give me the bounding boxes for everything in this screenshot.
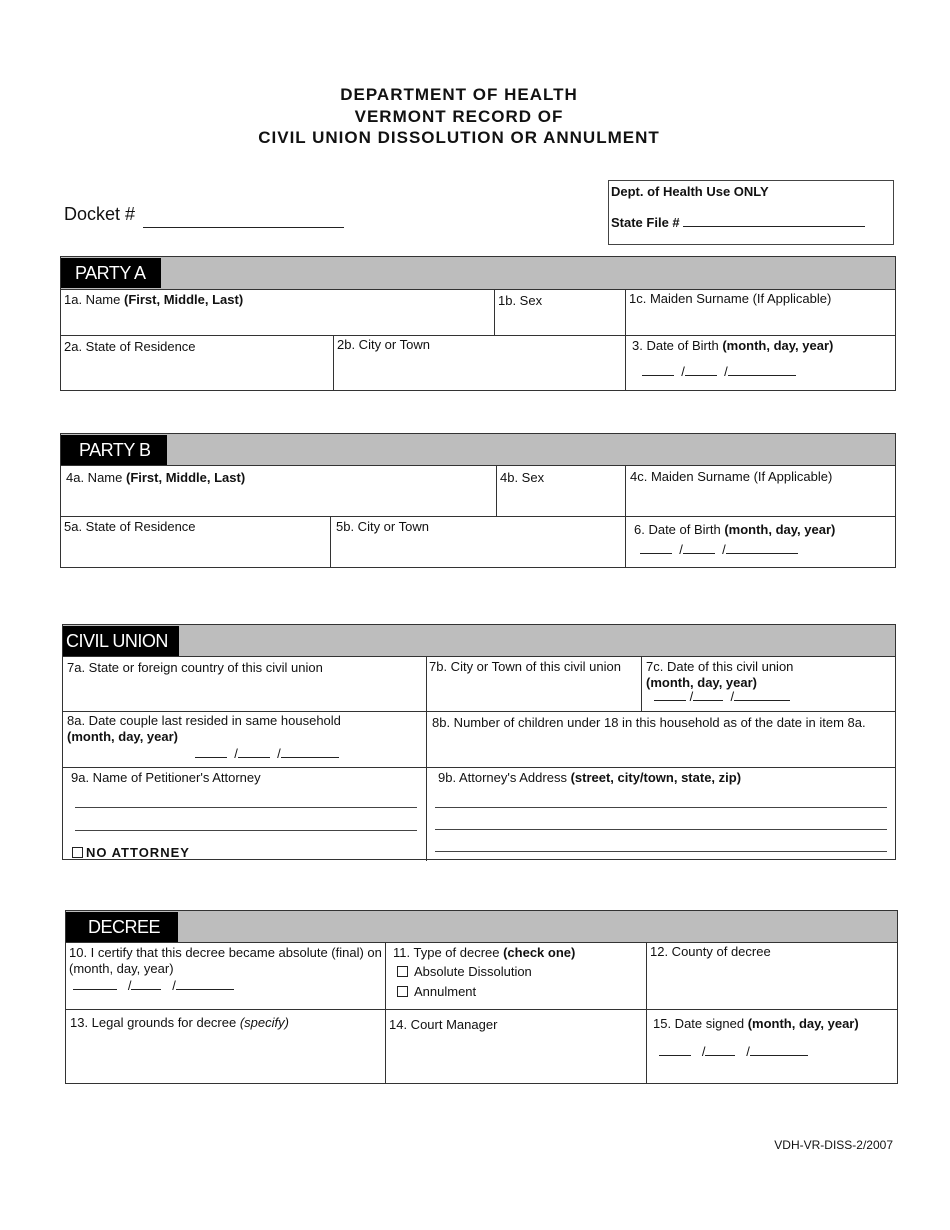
decree-type-label-bold: (check one) xyxy=(503,945,576,960)
decree-type-label: 11. Type of decree xyxy=(393,945,504,960)
attorney-address-label: 9b. Attorney's Address xyxy=(438,770,571,785)
title-line-2: VERMONT RECORD OF xyxy=(354,106,564,126)
party-b-name-label: 4a. Name xyxy=(66,470,126,485)
dept-use-title: Dept. of Health Use ONLY xyxy=(611,184,769,199)
party-b-section xyxy=(60,433,896,568)
decree-type-field xyxy=(390,943,646,1009)
party-b-state-label: 5a. State of Residence xyxy=(64,519,196,534)
docket-field[interactable] xyxy=(143,227,344,228)
decree-final-date-field[interactable] xyxy=(66,943,385,1009)
union-city-field[interactable] xyxy=(426,657,641,711)
civil-union-section xyxy=(62,624,896,860)
union-state-label: 7a. State or foreign country of this civil union xyxy=(67,660,323,675)
union-date-blanks: / / xyxy=(654,689,894,705)
party-b-dob-label: 6. Date of Birth xyxy=(634,522,725,537)
legal-grounds-field[interactable] xyxy=(67,1013,385,1085)
form-title xyxy=(0,84,918,149)
decree-header-bar xyxy=(66,911,897,942)
attorney-name-label: 9a. Name of Petitioner's Attorney xyxy=(71,770,261,785)
party-b-header-bar xyxy=(61,434,895,465)
party-a-heading: PARTY A xyxy=(61,258,161,288)
title-line-1: DEPARTMENT OF HEALTH xyxy=(340,85,578,104)
party-b-city-field[interactable] xyxy=(333,517,625,568)
legal-grounds-label-italic: (specify) xyxy=(239,1015,289,1030)
docket-label: Docket # xyxy=(64,204,136,224)
party-a-name-label-bold: (First, Middle, Last) xyxy=(123,292,244,307)
attorney-address-line-3 xyxy=(435,851,887,852)
annulment-label: Annulment xyxy=(414,984,477,999)
form-id: VDH-VR-DISS-2/2007 xyxy=(774,1138,893,1152)
date-signed-label: 15. Date signed xyxy=(653,1016,748,1031)
children-count-field[interactable] xyxy=(429,713,897,767)
children-count-label: 8b. Number of children under 18 in this household as of the date in item 8a. xyxy=(432,715,866,730)
last-resided-label-bold: (month, day, year) xyxy=(67,729,179,744)
date-signed-label-bold: (month, day, year) xyxy=(747,1016,859,1031)
union-state-field[interactable] xyxy=(64,658,426,711)
party-b-dob-blanks: / / xyxy=(640,542,893,558)
party-a-state-label: 2a. State of Residence xyxy=(64,339,196,354)
party-a-dob-label: 3. Date of Birth xyxy=(632,338,723,353)
decree-section xyxy=(65,910,898,1084)
legal-grounds-label: 13. Legal grounds for decree xyxy=(70,1015,240,1030)
last-resided-blanks: / / xyxy=(195,746,423,762)
decree-final-date-blanks: / / xyxy=(73,978,382,994)
union-date-label-bold: (month, day, year) xyxy=(646,675,758,690)
party-a-sex-field[interactable] xyxy=(495,291,625,335)
county-of-decree-field[interactable] xyxy=(647,942,899,1009)
party-a-dob-blanks: / / xyxy=(642,364,893,380)
party-a-dob-field[interactable] xyxy=(629,336,896,391)
party-b-dob-field[interactable] xyxy=(631,520,896,568)
party-a-sex-label: 1b. Sex xyxy=(498,293,543,308)
decree-final-date-label: 10. I certify that this decree became absolute (final) on (month, day, year) xyxy=(69,945,382,976)
party-b-heading: PARTY B xyxy=(61,435,167,465)
attorney-address-line-1 xyxy=(435,807,887,808)
union-city-label: 7b. City or Town of this civil union xyxy=(429,659,621,674)
party-b-name-field[interactable] xyxy=(63,468,496,516)
party-a-maiden-label: 1c. Maiden Surname (If Applicable) xyxy=(629,291,832,306)
party-a-state-field[interactable] xyxy=(61,337,333,391)
last-resided-label: 8a. Date couple last resided in same household xyxy=(67,713,341,728)
party-b-name-label-bold: (First, Middle, Last) xyxy=(125,470,246,485)
county-of-decree-label: 12. County of decree xyxy=(650,944,771,959)
court-manager-field[interactable] xyxy=(386,1015,646,1085)
party-a-header-bar xyxy=(61,257,895,289)
union-date-field[interactable] xyxy=(643,657,897,711)
absolute-dissolution-label: Absolute Dissolution xyxy=(414,964,532,979)
party-b-dob-label-bold: (month, day, year) xyxy=(724,522,836,537)
attorney-address-line-2 xyxy=(435,829,887,830)
party-b-sex-label: 4b. Sex xyxy=(500,470,545,485)
decree-heading: DECREE xyxy=(66,912,178,943)
party-a-city-field[interactable] xyxy=(334,335,625,391)
party-a-dob-label-bold: (month, day, year) xyxy=(722,338,834,353)
state-file-field[interactable] xyxy=(683,215,865,227)
attorney-address-field[interactable] xyxy=(435,768,897,798)
no-attorney-checkbox[interactable] xyxy=(72,847,83,858)
absolute-dissolution-checkbox[interactable] xyxy=(397,966,408,977)
attorney-address-label-bold: (street, city/town, state, zip) xyxy=(570,770,742,785)
party-b-city-label: 5b. City or Town xyxy=(336,519,429,534)
party-a-maiden-field[interactable] xyxy=(626,289,896,335)
party-a-name-label: 1a. Name xyxy=(64,292,124,307)
last-resided-field[interactable] xyxy=(64,711,426,767)
civil-union-header-bar xyxy=(63,625,895,656)
party-b-maiden-field[interactable] xyxy=(627,467,896,516)
party-b-state-field[interactable] xyxy=(61,517,330,568)
state-file-label: State File # xyxy=(611,215,680,230)
annulment-option[interactable] xyxy=(397,984,643,1000)
party-a-city-label: 2b. City or Town xyxy=(337,337,430,352)
title-line-3: CIVIL UNION DISSOLUTION OR ANNULMENT xyxy=(258,128,660,147)
court-manager-label: 14. Court Manager xyxy=(389,1017,498,1032)
absolute-dissolution-option[interactable] xyxy=(397,964,643,980)
attorney-name-line-2 xyxy=(75,830,417,831)
civil-union-heading: CIVIL UNION xyxy=(63,626,179,656)
no-attorney-label: NO ATTORNEY xyxy=(86,845,190,860)
dept-use-box xyxy=(608,180,894,245)
date-signed-blanks: / / xyxy=(659,1044,896,1060)
annulment-checkbox[interactable] xyxy=(397,986,408,997)
attorney-name-line-1 xyxy=(75,807,417,808)
party-a-section xyxy=(60,256,896,391)
party-b-maiden-label: 4c. Maiden Surname (If Applicable) xyxy=(630,469,833,484)
state-file-row xyxy=(611,215,865,230)
no-attorney-option[interactable] xyxy=(69,843,193,863)
union-date-label: 7c. Date of this civil union xyxy=(646,659,794,674)
party-b-sex-field[interactable] xyxy=(497,468,625,516)
party-a-name-field[interactable] xyxy=(61,290,494,335)
date-signed-field[interactable] xyxy=(650,1014,899,1085)
